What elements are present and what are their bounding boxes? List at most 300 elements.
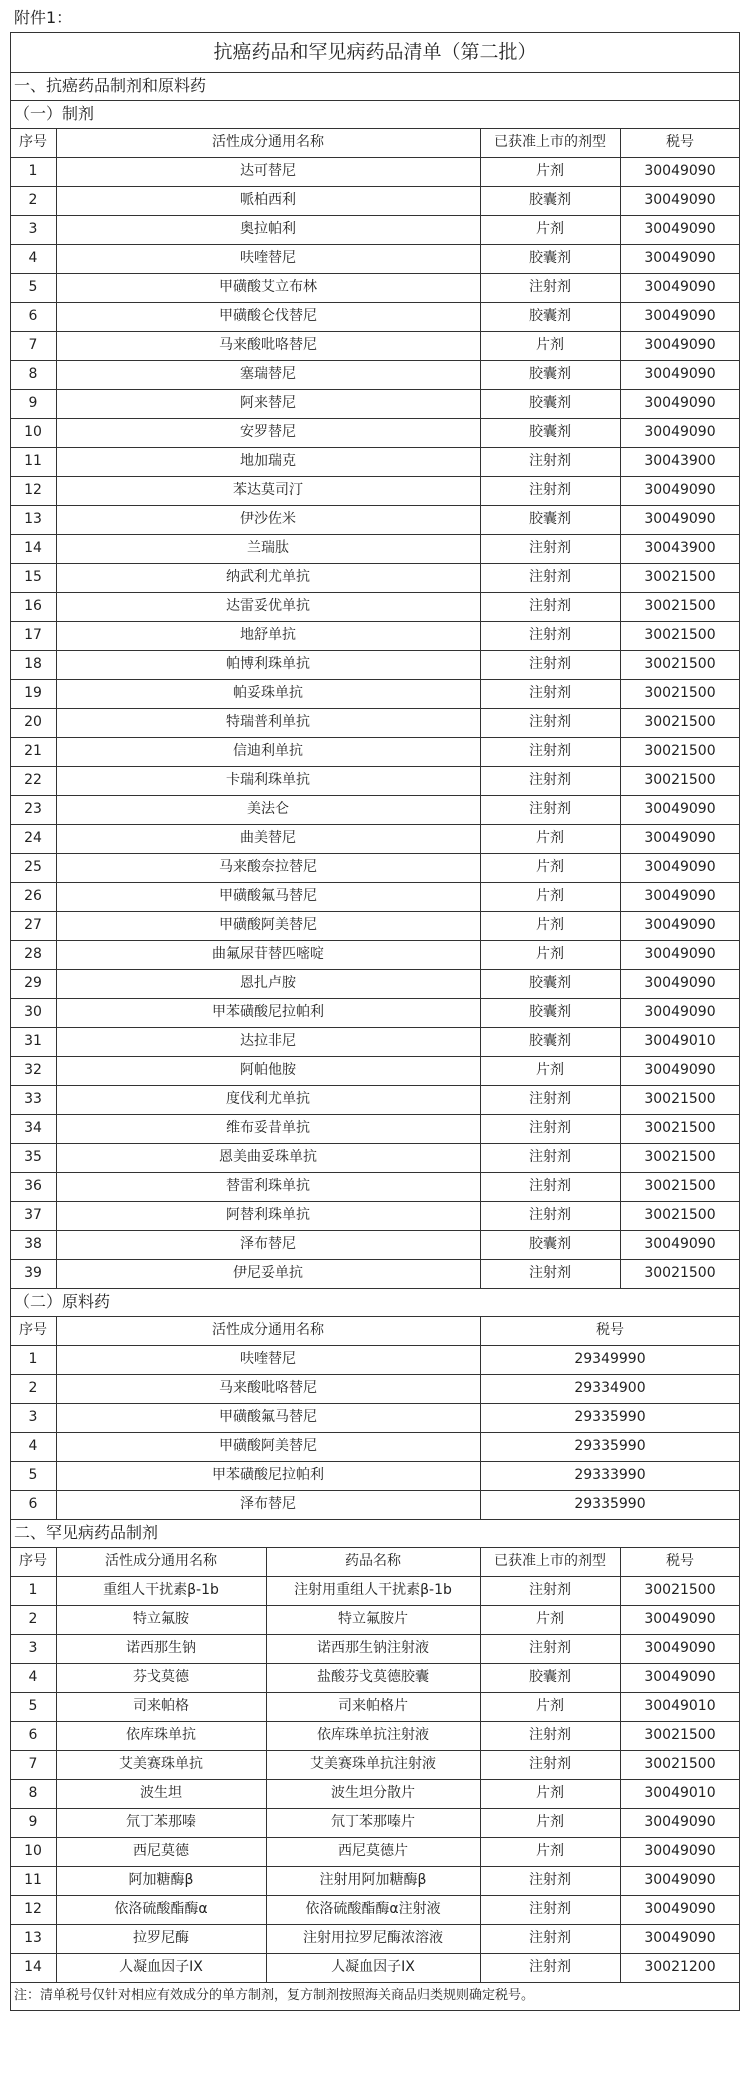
grid-line <box>10 1461 740 1462</box>
header-tax-code: 税号 <box>666 1553 694 1569</box>
table-row <box>10 737 740 766</box>
subsection-heading: （二）原料药 <box>14 1292 111 1311</box>
ingredient-cell: 甲磺酸阿美替尼 <box>219 917 317 933</box>
tax-code-cell: 30021500 <box>644 685 716 701</box>
table-row <box>10 1721 740 1750</box>
index-cell: 14 <box>24 540 42 556</box>
subsection-row <box>10 100 740 128</box>
ingredient-cell: 芬戈莫德 <box>133 1669 189 1685</box>
table-row <box>10 940 740 969</box>
grid-line <box>10 795 740 796</box>
dosage-form-cell: 注射剂 <box>529 1930 571 1946</box>
tax-code-cell: 30021500 <box>644 569 716 585</box>
grid-line <box>10 1085 740 1086</box>
tax-code-cell: 30049090 <box>644 511 716 527</box>
table-row <box>10 1432 740 1461</box>
dosage-form-cell: 片剂 <box>536 859 564 875</box>
grid-line <box>10 1982 740 1983</box>
index-cell: 39 <box>24 1265 42 1281</box>
ingredient-cell: 阿帕他胺 <box>240 1062 296 1078</box>
table-header <box>10 1547 740 1576</box>
dosage-form-cell: 注射剂 <box>529 743 571 759</box>
ingredient-cell: 伊尼妥单抗 <box>233 1265 303 1281</box>
table-row <box>10 1201 740 1230</box>
dosage-form-cell: 注射剂 <box>529 1727 571 1743</box>
tax-code-cell: 30021200 <box>644 1959 716 1975</box>
grid-line <box>10 1056 740 1057</box>
ingredient-cell: 波生坦 <box>140 1785 182 1801</box>
tax-code-cell: 30049090 <box>644 1004 716 1020</box>
header-dosage-form: 已获准上市的剂型 <box>494 134 606 150</box>
index-cell: 6 <box>28 1727 38 1743</box>
tax-code-cell: 30049090 <box>644 424 716 440</box>
index-cell: 12 <box>24 1901 42 1917</box>
ingredient-cell: 泽布替尼 <box>240 1236 296 1252</box>
dosage-form-cell: 注射剂 <box>529 1091 571 1107</box>
grid-line <box>10 1750 740 1751</box>
tax-code-cell: 30049090 <box>644 250 716 266</box>
ingredient-cell: 信迪利单抗 <box>233 743 303 759</box>
tax-code-cell: 30049090 <box>644 917 716 933</box>
index-cell: 14 <box>24 1959 42 1975</box>
dosage-form-cell: 胶囊剂 <box>529 511 571 527</box>
tax-code-cell: 30021500 <box>644 1091 716 1107</box>
tax-code-cell: 30021500 <box>644 772 716 788</box>
index-cell: 7 <box>28 1756 38 1772</box>
index-cell: 15 <box>24 569 42 585</box>
grid-line <box>10 1576 740 1577</box>
dosage-form-cell: 注射剂 <box>529 1872 571 1888</box>
dosage-form-cell: 胶囊剂 <box>529 250 571 266</box>
grid-line <box>10 882 740 883</box>
grid-line <box>10 621 740 622</box>
drug-name-cell: 依洛硫酸酯酶α注射液 <box>305 1901 441 1917</box>
tax-code-cell: 30049090 <box>644 366 716 382</box>
drug-name-cell: 特立氟胺片 <box>338 1611 408 1627</box>
dosage-form-cell: 注射剂 <box>529 656 571 672</box>
index-cell: 22 <box>24 772 42 788</box>
ingredient-cell: 地舒单抗 <box>240 627 296 643</box>
grid-line <box>10 1547 740 1548</box>
header-index: 序号 <box>19 134 47 150</box>
ingredient-cell: 特瑞普利单抗 <box>226 714 310 730</box>
drug-name-cell: 注射用拉罗尼酶浓溶液 <box>303 1930 443 1946</box>
ingredient-cell: 曲氟尿苷替匹嘧啶 <box>212 946 324 962</box>
tax-code-cell: 30021500 <box>644 598 716 614</box>
table-row <box>10 1172 740 1201</box>
ingredient-cell: 马来酸吡咯替尼 <box>219 337 317 353</box>
tax-code-cell: 30049090 <box>644 975 716 991</box>
grid-line <box>10 476 740 477</box>
grid-line <box>10 100 740 101</box>
attachment-table <box>10 4 740 2010</box>
table-row <box>10 302 740 331</box>
index-cell: 31 <box>24 1033 42 1049</box>
tax-code-cell: 30049090 <box>644 801 716 817</box>
dosage-form-cell: 注射剂 <box>529 627 571 643</box>
tax-code-cell: 30049090 <box>644 1669 716 1685</box>
ingredient-cell: 泽布替尼 <box>240 1496 296 1512</box>
header-drug-name: 药品名称 <box>345 1553 401 1569</box>
table-row <box>10 824 740 853</box>
ingredient-cell: 帕妥珠单抗 <box>233 685 303 701</box>
ingredient-cell: 兰瑞肽 <box>247 540 289 556</box>
table-row <box>10 1374 740 1403</box>
ingredient-cell: 甲磺酸氟马替尼 <box>219 1409 317 1425</box>
ingredient-cell: 阿加糖酶β <box>128 1872 194 1888</box>
index-cell: 12 <box>24 482 42 498</box>
header-index: 序号 <box>19 1553 47 1569</box>
index-cell: 3 <box>28 1409 38 1425</box>
ingredient-cell: 达可替尼 <box>240 163 296 179</box>
drug-name-cell: 司来帕格片 <box>338 1698 408 1714</box>
drug-name-cell: 诺西那生钠注射液 <box>317 1640 429 1656</box>
tax-code-cell: 30021500 <box>644 1756 716 1772</box>
dosage-form-cell: 注射剂 <box>529 801 571 817</box>
ingredient-cell: 甲苯磺酸尼拉帕利 <box>212 1004 324 1020</box>
grid-line <box>10 737 740 738</box>
dosage-form-cell: 片剂 <box>536 946 564 962</box>
ingredient-cell: 马来酸奈拉替尼 <box>219 859 317 875</box>
table-row <box>10 1461 740 1490</box>
tax-code-cell: 30049090 <box>644 1930 716 1946</box>
table-row <box>10 1924 740 1953</box>
section-row <box>10 72 740 100</box>
index-cell: 32 <box>24 1062 42 1078</box>
table-row <box>10 1403 740 1432</box>
grid-line <box>10 1259 740 1260</box>
grid-line <box>480 1547 481 1982</box>
index-cell: 1 <box>28 1351 38 1367</box>
drug-name-cell: 西尼莫德片 <box>338 1843 408 1859</box>
table-row <box>10 679 740 708</box>
index-cell: 5 <box>28 1698 38 1714</box>
dosage-form-cell: 胶囊剂 <box>529 1033 571 1049</box>
table-row <box>10 360 740 389</box>
table-row <box>10 592 740 621</box>
index-cell: 3 <box>28 221 38 237</box>
grid-line <box>10 1172 740 1173</box>
table-row <box>10 911 740 940</box>
dosage-form-cell: 注射剂 <box>529 598 571 614</box>
dosage-form-cell: 片剂 <box>536 163 564 179</box>
index-cell: 23 <box>24 801 42 817</box>
dosage-form-cell: 注射剂 <box>529 1265 571 1281</box>
dosage-form-cell: 片剂 <box>536 917 564 933</box>
dosage-form-cell: 注射剂 <box>529 1959 571 1975</box>
ingredient-cell: 安罗替尼 <box>240 424 296 440</box>
tax-code-cell: 30049090 <box>644 1640 716 1656</box>
index-cell: 4 <box>28 1669 38 1685</box>
grid-line <box>10 1663 740 1664</box>
ingredient-cell: 帕博利珠单抗 <box>226 656 310 672</box>
grid-line <box>10 215 740 216</box>
grid-line <box>10 186 740 187</box>
drug-name-cell: 依库珠单抗注射液 <box>317 1727 429 1743</box>
tax-code-cell: 30021500 <box>644 1727 716 1743</box>
grid-line <box>10 418 740 419</box>
index-cell: 29 <box>24 975 42 991</box>
index-cell: 9 <box>28 395 38 411</box>
ingredient-cell: 甲苯磺酸尼拉帕利 <box>212 1467 324 1483</box>
table-row <box>10 186 740 215</box>
drug-name-cell: 人凝血因子IX <box>331 1959 415 1975</box>
tax-code-cell: 30021500 <box>644 714 716 730</box>
table-row <box>10 273 740 302</box>
ingredient-cell: 地加瑞克 <box>240 453 296 469</box>
dosage-form-cell: 胶囊剂 <box>529 424 571 440</box>
dosage-form-cell: 片剂 <box>536 1062 564 1078</box>
table-row <box>10 766 740 795</box>
grid-line <box>10 853 740 854</box>
grid-line <box>56 1547 57 1982</box>
table-row <box>10 1027 740 1056</box>
ingredient-cell: 塞瑞替尼 <box>240 366 296 382</box>
table-row <box>10 1605 740 1634</box>
ingredient-cell: 拉罗尼酶 <box>133 1930 189 1946</box>
ingredient-cell: 依库珠单抗 <box>126 1727 196 1743</box>
dosage-form-cell: 胶囊剂 <box>529 366 571 382</box>
index-cell: 16 <box>24 598 42 614</box>
grid-line <box>266 1547 267 1982</box>
ingredient-cell: 纳武利尤单抗 <box>226 569 310 585</box>
grid-line <box>10 1779 740 1780</box>
attachment-label: 附件1： <box>14 8 73 27</box>
drug-name-cell: 氘丁苯那嗪片 <box>331 1814 415 1830</box>
table-row <box>10 418 740 447</box>
title-row <box>10 32 740 72</box>
index-cell: 11 <box>24 1872 42 1888</box>
tax-code-cell: 30021500 <box>644 1265 716 1281</box>
table-row <box>10 331 740 360</box>
index-cell: 21 <box>24 743 42 759</box>
table-row <box>10 1779 740 1808</box>
tax-code-cell: 30049090 <box>644 308 716 324</box>
tax-code-cell: 29333990 <box>574 1467 646 1483</box>
ingredient-cell: 诺西那生钠 <box>126 1640 196 1656</box>
grid-line <box>56 1316 57 1519</box>
dosage-form-cell: 注射剂 <box>529 569 571 585</box>
grid-line <box>10 1230 740 1231</box>
grid-line <box>10 1288 740 1289</box>
ingredient-cell: 马来酸吡咯替尼 <box>219 1380 317 1396</box>
page-title: 抗癌药品和罕见病药品清单（第二批） <box>213 41 537 63</box>
subsection-heading: （一）制剂 <box>14 104 95 123</box>
tax-code-cell: 30049090 <box>644 163 716 179</box>
index-cell: 2 <box>28 192 38 208</box>
index-cell: 4 <box>28 1438 38 1454</box>
grid-line <box>10 969 740 970</box>
index-cell: 5 <box>28 279 38 295</box>
table-row <box>10 1953 740 1982</box>
tax-code-cell: 30021500 <box>644 1178 716 1194</box>
grid-line <box>10 1721 740 1722</box>
grid-line <box>10 244 740 245</box>
grid-line <box>10 1953 740 1954</box>
ingredient-cell: 氘丁苯那嗪 <box>126 1814 196 1830</box>
table-row <box>10 215 740 244</box>
ingredient-cell: 甲磺酸阿美替尼 <box>219 1438 317 1454</box>
ingredient-cell: 艾美赛珠单抗 <box>119 1756 203 1772</box>
tax-code-cell: 30049090 <box>644 192 716 208</box>
table-row <box>10 1230 740 1259</box>
grid-line <box>10 650 740 651</box>
note-row <box>10 1982 740 2010</box>
dosage-form-cell: 注射剂 <box>529 1756 571 1772</box>
ingredient-cell: 卡瑞利珠单抗 <box>226 772 310 788</box>
dosage-form-cell: 片剂 <box>536 1698 564 1714</box>
table-row <box>10 1056 740 1085</box>
table-row <box>10 1663 740 1692</box>
dosage-form-cell: 注射剂 <box>529 1901 571 1917</box>
table-row <box>10 1259 740 1288</box>
index-cell: 30 <box>24 1004 42 1020</box>
ingredient-cell: 维布妥昔单抗 <box>226 1120 310 1136</box>
table-header <box>10 1316 740 1345</box>
table-row <box>10 708 740 737</box>
grid-line <box>10 32 740 33</box>
table-row <box>10 969 740 998</box>
tax-code-cell: 30049090 <box>644 482 716 498</box>
ingredient-cell: 替雷利珠单抗 <box>226 1178 310 1194</box>
tax-code-cell: 30021500 <box>644 656 716 672</box>
tax-code-cell: 30021500 <box>644 1149 716 1165</box>
dosage-form-cell: 注射剂 <box>529 1582 571 1598</box>
tax-code-cell: 30049090 <box>644 1901 716 1917</box>
grid-line <box>739 32 740 2010</box>
table-row <box>10 853 740 882</box>
dosage-form-cell: 胶囊剂 <box>529 1004 571 1020</box>
tax-code-cell: 30049090 <box>644 337 716 353</box>
table-row <box>10 650 740 679</box>
ingredient-cell: 甲磺酸艾立布林 <box>219 279 317 295</box>
table-row <box>10 621 740 650</box>
dosage-form-cell: 胶囊剂 <box>529 1236 571 1252</box>
table-row <box>10 1750 740 1779</box>
index-cell: 26 <box>24 888 42 904</box>
grid-line <box>10 1345 740 1346</box>
drug-name-cell: 注射用阿加糖酶β <box>319 1872 427 1888</box>
section-heading: 一、抗癌药品制剂和原料药 <box>14 76 207 95</box>
grid-line <box>10 1634 740 1635</box>
index-cell: 35 <box>24 1149 42 1165</box>
ingredient-cell: 度伐利尤单抗 <box>226 1091 310 1107</box>
ingredient-cell: 呋喹替尼 <box>240 1351 296 1367</box>
table-row <box>10 795 740 824</box>
index-cell: 27 <box>24 917 42 933</box>
dosage-form-cell: 胶囊剂 <box>529 395 571 411</box>
dosage-form-cell: 注射剂 <box>529 772 571 788</box>
grid-line <box>56 128 57 1288</box>
header-tax-code: 税号 <box>596 1322 624 1338</box>
tax-code-cell: 29334900 <box>574 1380 646 1396</box>
table-row <box>10 244 740 273</box>
grid-line <box>10 302 740 303</box>
grid-line <box>10 32 11 2010</box>
header-dosage-form: 已获准上市的剂型 <box>494 1553 606 1569</box>
grid-line <box>10 824 740 825</box>
dosage-form-cell: 片剂 <box>536 1814 564 1830</box>
index-cell: 9 <box>28 1814 38 1830</box>
dosage-form-cell: 注射剂 <box>529 1207 571 1223</box>
header-index: 序号 <box>19 1322 47 1338</box>
grid-line <box>10 1374 740 1375</box>
dosage-form-cell: 片剂 <box>536 221 564 237</box>
ingredient-cell: 甲磺酸氟马替尼 <box>219 888 317 904</box>
tax-code-cell: 30049090 <box>644 1814 716 1830</box>
grid-line <box>10 563 740 564</box>
table-row <box>10 447 740 476</box>
index-cell: 13 <box>24 511 42 527</box>
index-cell: 1 <box>28 163 38 179</box>
dosage-form-cell: 注射剂 <box>529 714 571 730</box>
tax-code-cell: 30049010 <box>644 1785 716 1801</box>
index-cell: 19 <box>24 685 42 701</box>
index-cell: 13 <box>24 1930 42 1946</box>
tax-code-cell: 30049090 <box>644 888 716 904</box>
tax-code-cell: 30021500 <box>644 1582 716 1598</box>
index-cell: 33 <box>24 1091 42 1107</box>
index-cell: 2 <box>28 1611 38 1627</box>
tax-code-cell: 30049010 <box>644 1033 716 1049</box>
tax-code-cell: 29335990 <box>574 1496 646 1512</box>
tax-code-cell: 30043900 <box>644 453 716 469</box>
index-cell: 25 <box>24 859 42 875</box>
dosage-form-cell: 片剂 <box>536 888 564 904</box>
grid-line <box>10 1201 740 1202</box>
section-heading: 二、罕见病药品制剂 <box>14 1523 159 1542</box>
ingredient-cell: 恩扎卢胺 <box>240 975 296 991</box>
index-cell: 17 <box>24 627 42 643</box>
dosage-form-cell: 胶囊剂 <box>529 975 571 991</box>
grid-line <box>10 1403 740 1404</box>
grid-line <box>10 1895 740 1896</box>
index-cell: 5 <box>28 1467 38 1483</box>
tax-code-cell: 30049010 <box>644 1698 716 1714</box>
table-row <box>10 1895 740 1924</box>
table-row <box>10 1866 740 1895</box>
index-cell: 11 <box>24 453 42 469</box>
grid-line <box>10 1808 740 1809</box>
grid-line <box>10 389 740 390</box>
ingredient-cell: 阿替利珠单抗 <box>226 1207 310 1223</box>
dosage-form-cell: 胶囊剂 <box>529 1669 571 1685</box>
grid-line <box>10 766 740 767</box>
grid-line <box>10 331 740 332</box>
dosage-form-cell: 片剂 <box>536 1843 564 1859</box>
dosage-form-cell: 注射剂 <box>529 1149 571 1165</box>
dosage-form-cell: 注射剂 <box>529 1178 571 1194</box>
header-ingredient: 活性成分通用名称 <box>105 1553 217 1569</box>
table-row <box>10 534 740 563</box>
ingredient-cell: 哌柏西利 <box>240 192 296 208</box>
table-row <box>10 157 740 186</box>
ingredient-cell: 达雷妥优单抗 <box>226 598 310 614</box>
index-cell: 3 <box>28 1640 38 1656</box>
grid-line <box>10 157 740 158</box>
dosage-form-cell: 注射剂 <box>529 685 571 701</box>
table-row <box>10 1490 740 1519</box>
ingredient-cell: 恩美曲妥珠单抗 <box>219 1149 317 1165</box>
drug-name-cell: 波生坦分散片 <box>331 1785 415 1801</box>
dosage-form-cell: 片剂 <box>536 1785 564 1801</box>
grid-line <box>10 1866 740 1867</box>
table-row <box>10 1692 740 1721</box>
table-row <box>10 1143 740 1172</box>
ingredient-cell: 特立氟胺 <box>133 1611 189 1627</box>
dosage-form-cell: 胶囊剂 <box>529 308 571 324</box>
tax-code-cell: 30049090 <box>644 395 716 411</box>
